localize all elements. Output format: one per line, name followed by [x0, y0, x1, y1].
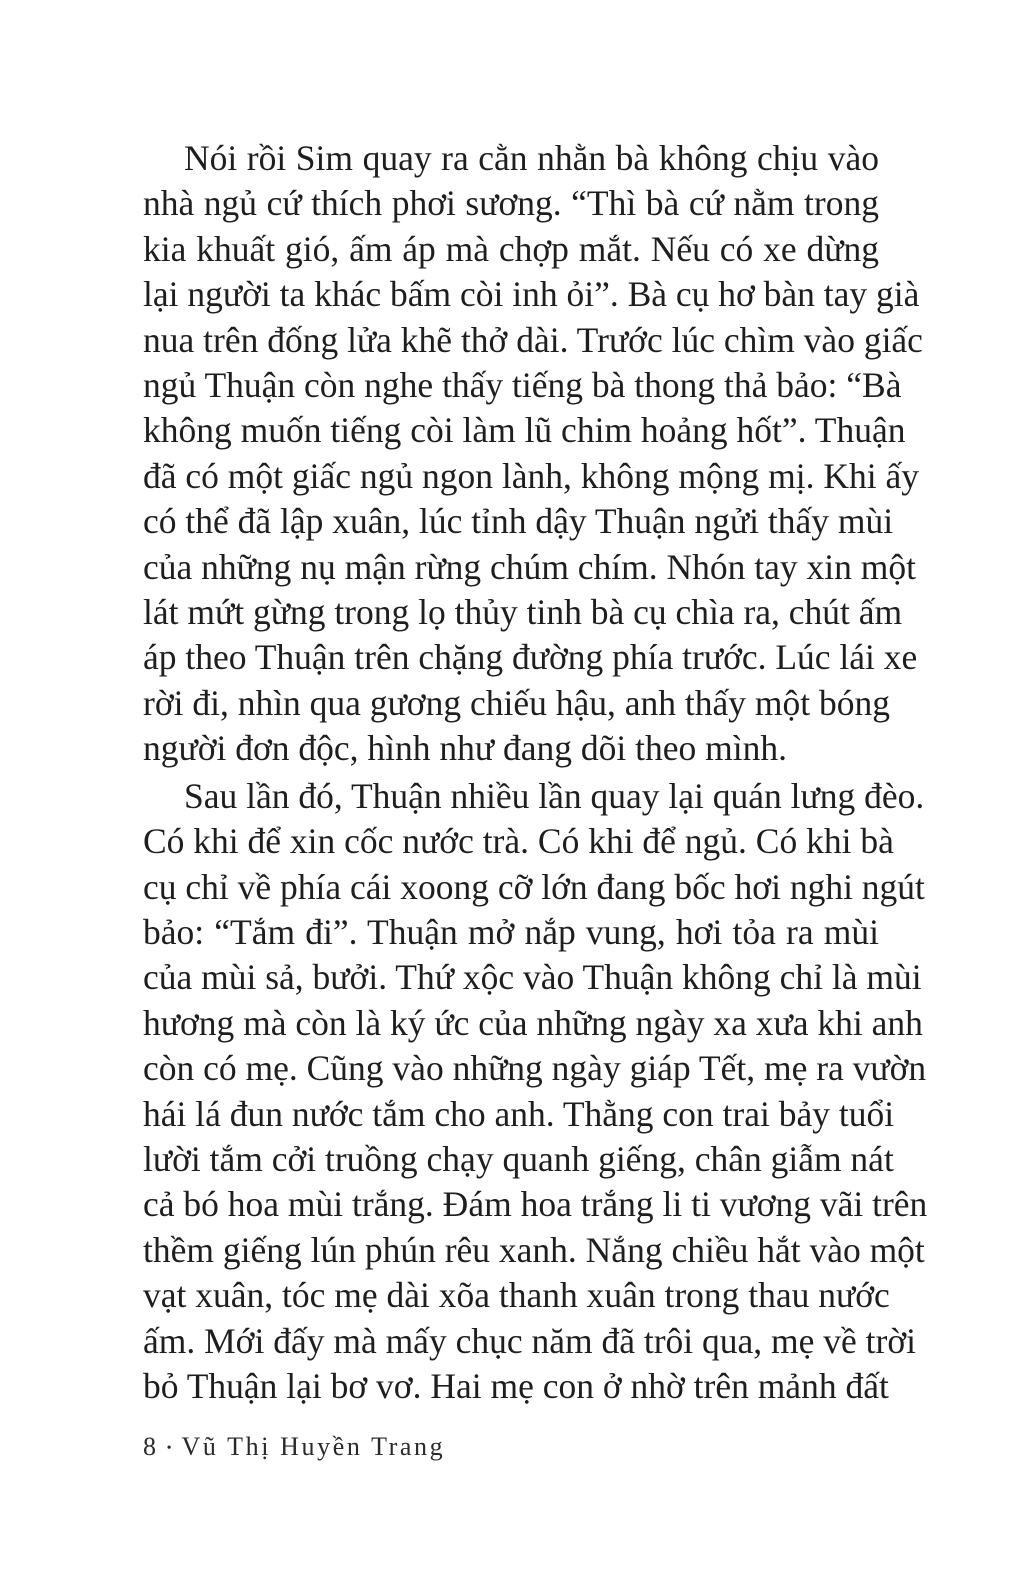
- text-line: Sau lần đó, Thuận nhiều lần quay lại quán lưng đèo.: [184, 775, 925, 816]
- text-line: cả bó hoa mùi trắng. Đám hoa trắng li ti vương vãi trên: [143, 1184, 928, 1225]
- text-line: ấm. Mới đấy mà mấy chục năm đã trôi qua, mẹ về trời: [143, 1320, 916, 1361]
- text-line: của mùi sả, bưởi. Thứ xộc vào Thuận không chỉ là mùi: [143, 957, 922, 998]
- text-line: rời đi, nhìn qua gương chiếu hậu, anh thấy một bóng: [143, 682, 890, 723]
- text-line: bỏ Thuận lại bơ vơ. Hai mẹ con ở nhờ trên mảnh đất: [143, 1365, 889, 1406]
- text-line: ngủ Thuận còn nghe thấy tiếng bà thong thả bảo: “Bà: [143, 365, 902, 406]
- text-line: lại người ta khác bấm còi inh ỏi”. Bà cụ hơ bàn tay già: [143, 274, 920, 315]
- text-line: vạt xuân, tóc mẹ dài xõa thanh xuân trong thau nước: [143, 1275, 890, 1316]
- text-line: thềm giếng lún phún rêu xanh. Nắng chiều hắt vào một: [143, 1229, 925, 1270]
- text-line: Nói rồi Sim quay ra cằn nhằn bà không chịu vào: [184, 138, 879, 178]
- separator-bullet-icon: •: [166, 1441, 172, 1457]
- text-line: đã có một giấc ngủ ngon lành, không mộng mị. Khi ấy: [143, 455, 919, 496]
- text-line: lát mứt gừng trong lọ thủy tinh bà cụ chìa ra, chút ấm: [143, 592, 903, 633]
- text-line: bảo: “Tắm đi”. Thuận mở nắp vung, hơi tỏa ra mùi: [143, 911, 879, 952]
- page-number: 8: [143, 1432, 159, 1461]
- text-line: có thể đã lập xuân, lúc tỉnh dậy Thuận ngửi thấy mùi: [143, 501, 894, 542]
- text-line: hương mà còn là ký ức của những ngày xa xưa khi anh: [143, 1002, 923, 1043]
- text-line: lười tắm cởi truồng chạy quanh giếng, chân giẫm nát: [143, 1138, 894, 1179]
- text-line: Có khi để xin cốc nước trà. Có khi để ngủ. Có khi bà: [143, 821, 894, 862]
- text-line: áp theo Thuận trên chặng đường phía trước. Lúc lái xe: [143, 637, 918, 678]
- text-line: nua trên đống lửa khẽ thở dài. Trước lúc chìm vào giấc: [143, 319, 923, 360]
- author-name: Vũ Thị Huyền Trang: [181, 1432, 446, 1461]
- text-line: hái lá đun nước tắm cho anh. Thằng con trai bảy tuổi: [143, 1093, 895, 1134]
- body-text: [143, 136, 928, 1409]
- paragraph-2: [143, 774, 928, 1410]
- page-footer: [143, 1432, 445, 1462]
- text-line: kia khuất gió, ấm áp mà chợp mắt. Nếu có xe dừng: [143, 228, 879, 269]
- text-line: còn có mẹ. Cũng vào những ngày giáp Tết, mẹ ra vườn: [143, 1048, 927, 1089]
- text-line: người đơn độc, hình như đang dõi theo mình.: [143, 728, 787, 769]
- text-line: cụ chỉ về phía cái xoong cỡ lớn đang bốc hơi nghi ngút: [143, 866, 925, 907]
- text-line: nhà ngủ cứ thích phơi sương. “Thì bà cứ nằm trong: [143, 183, 879, 224]
- paragraph-1: [143, 136, 923, 772]
- text-line: không muốn tiếng còi làm lũ chim hoảng hốt”. Thuận: [143, 410, 906, 451]
- text-line: của những nụ mận rừng chúm chím. Nhón tay xin một: [143, 546, 917, 587]
